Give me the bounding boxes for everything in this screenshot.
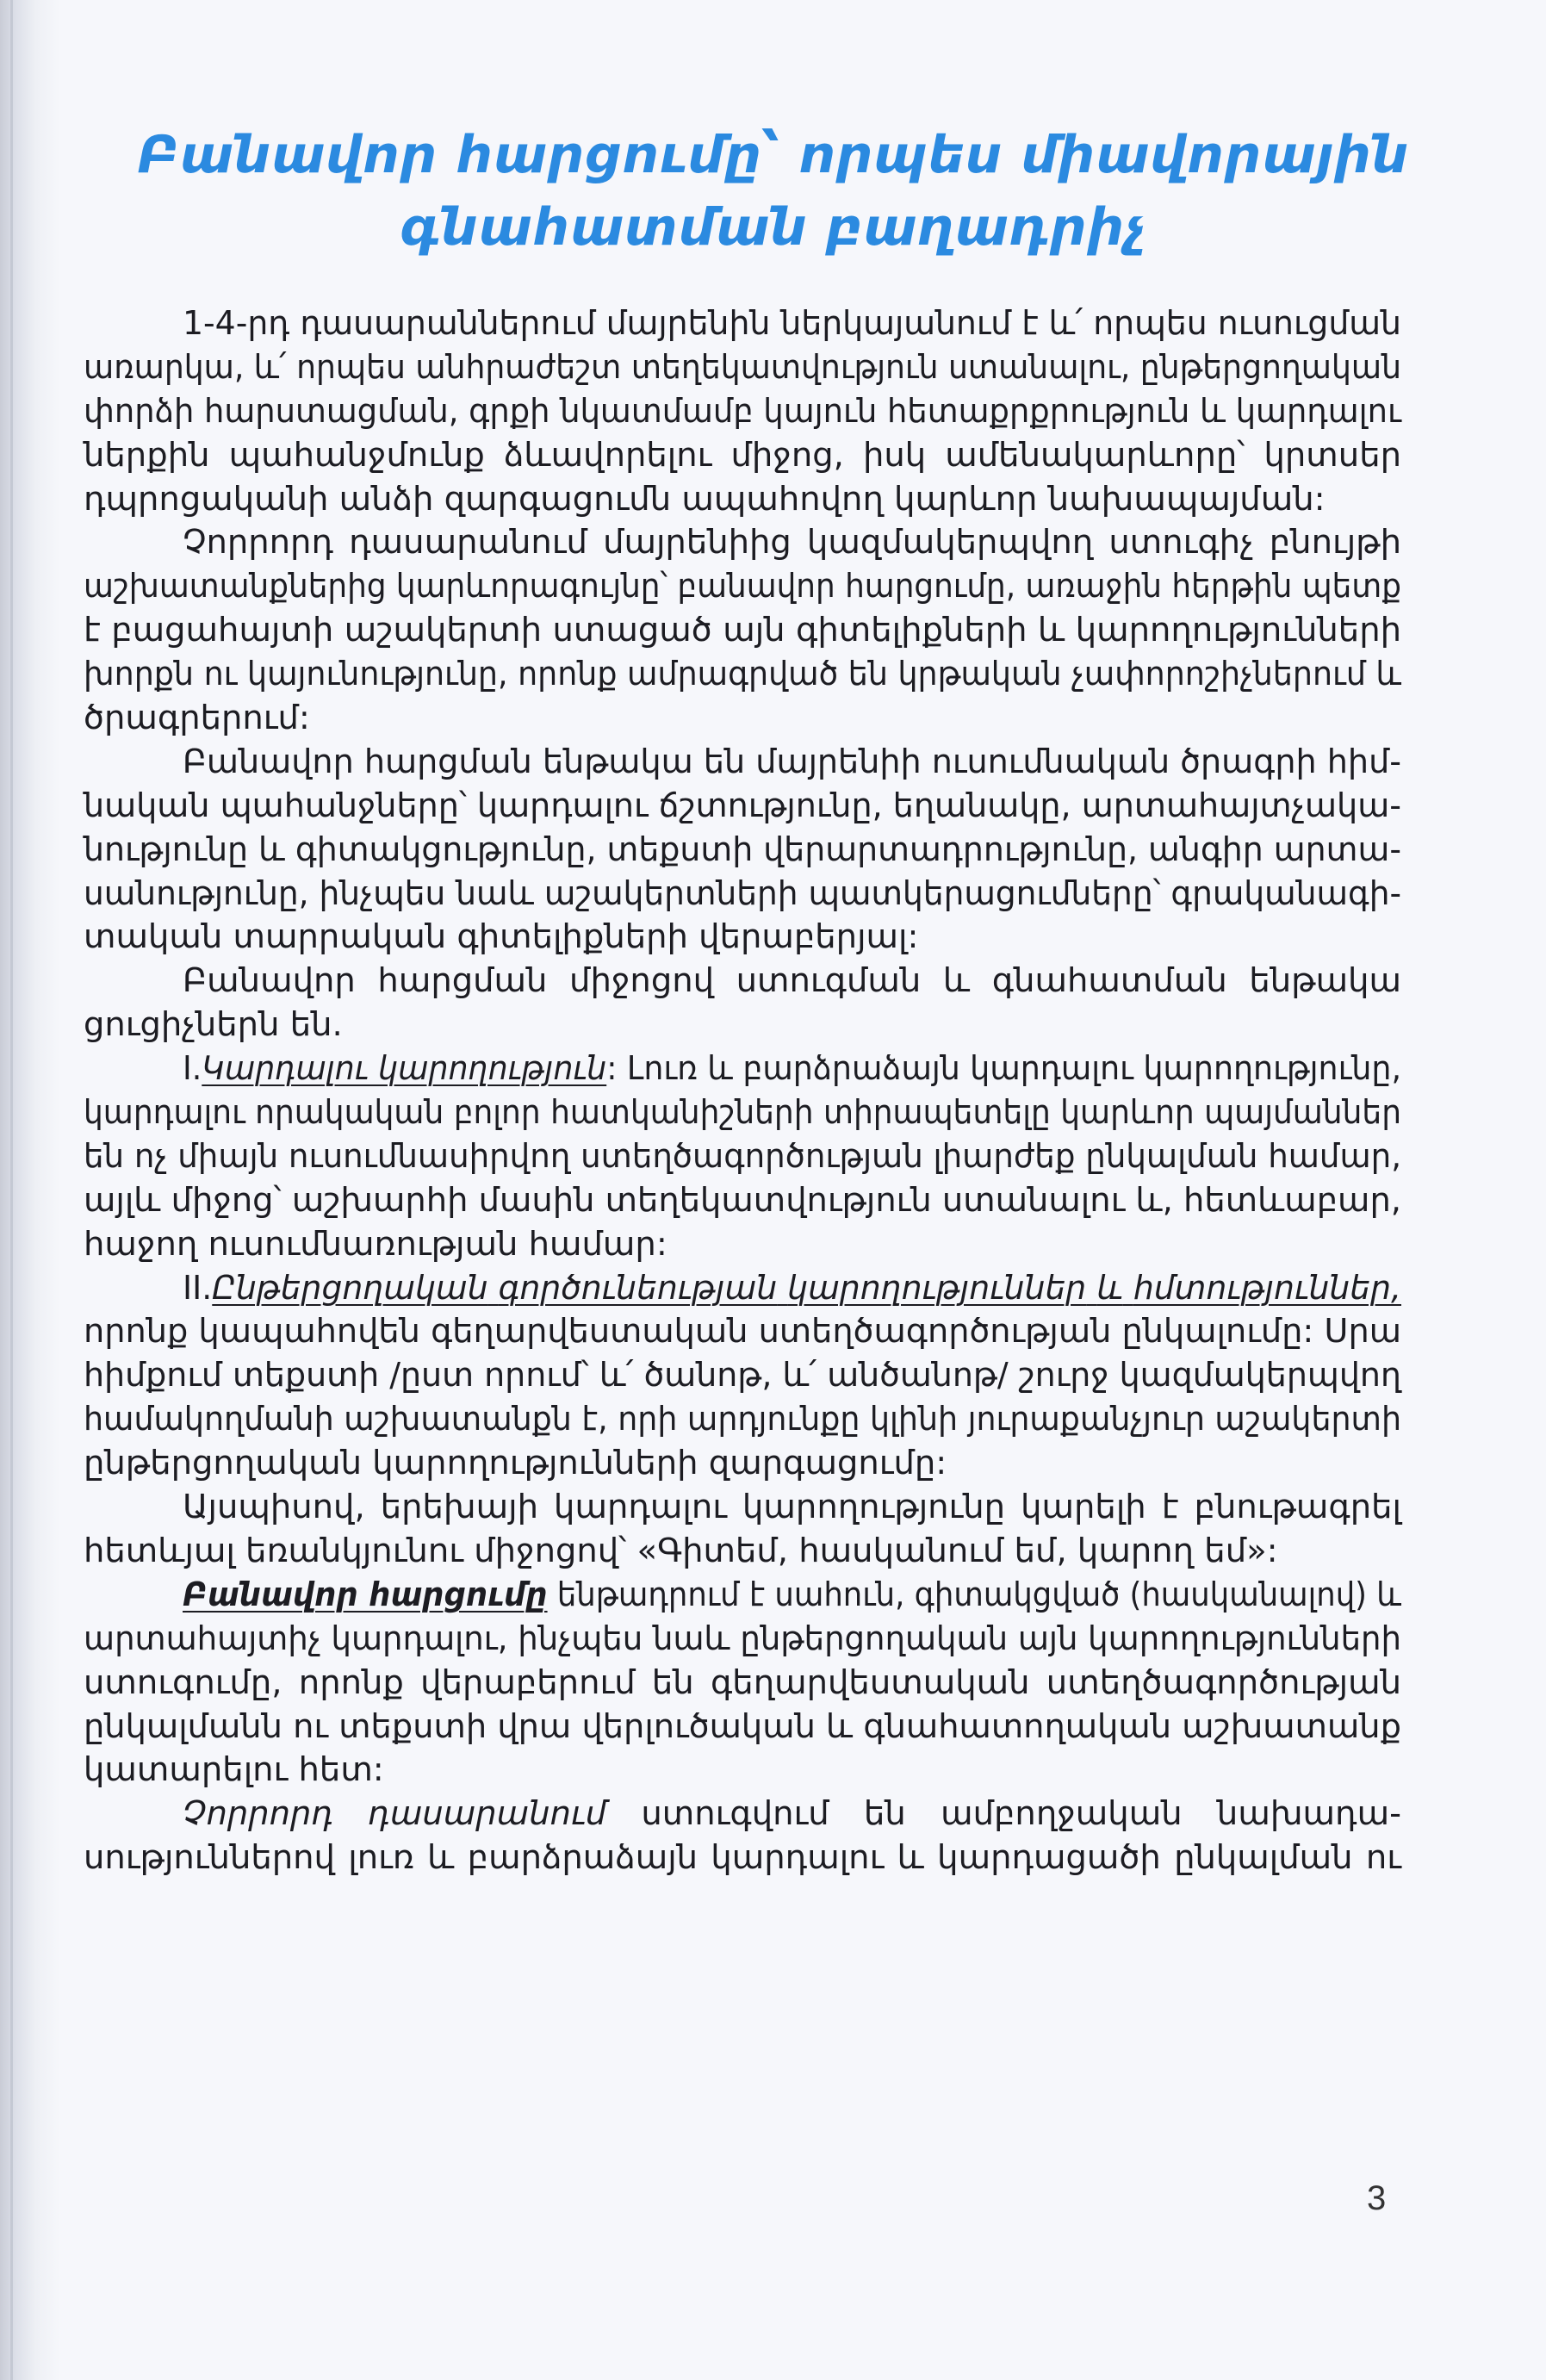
text-line: ընթերցողական կարողությունների զարգացումը:	[84, 1444, 947, 1483]
section-1-heading-punct: :	[606, 1049, 618, 1089]
text-line: արտահայտիչ կարդալու, ինչպես նաև ընթերցողական այն կարողությունների	[84, 1619, 1401, 1658]
heading-word: հմտություններ,	[1133, 1268, 1401, 1308]
title-line-1: Բանավոր հարցումը՝ որպես միավորային	[137, 125, 1409, 185]
page-number: 3	[1367, 2179, 1387, 2217]
final-word: ստուգվում	[641, 1794, 829, 1834]
text-line: ցուցիչներն են.	[84, 1005, 343, 1045]
heading-word: կարողություններ	[787, 1268, 1087, 1308]
final-italic-word: Չորրորդ	[183, 1794, 333, 1834]
heading-word: գործունեության	[498, 1268, 778, 1308]
heading-word: Ընթերցողական	[212, 1268, 488, 1308]
section-2-number: II.	[183, 1268, 213, 1308]
text-line: նական պահանջները՝ կարդալու ճշտությունը, եղանակը, արտահայտչակա-	[84, 786, 1401, 825]
section-1-first-line	[84, 1048, 1401, 1090]
final-word: նախադա-	[1216, 1794, 1401, 1834]
text-line: համակողմանի աշխատանքն է, որի արդյունքը կլինի յուրաքանչյուր աշակերտի	[84, 1400, 1401, 1439]
oral-text: ենթադրում է սահուն, գիտակցված (հասկանալով) և	[547, 1575, 1401, 1614]
text-line: ընկալմանն ու տեքստի վրա վերլուծական և գնահատողական աշխատանք	[84, 1706, 1401, 1746]
section-1-heading: Կարդալու կարողություն	[202, 1049, 607, 1089]
final-word: ամբողջական	[941, 1794, 1183, 1834]
final-italic-word: դասարանում	[368, 1794, 607, 1834]
text-line: հետևյալ եռանկյունու միջոցով՝ «Գիտեմ, հասկանում եմ, կարող եմ»:	[84, 1531, 1278, 1570]
text-line: աշխատանքներից կարևորագույնը՝ բանավոր հարցումը, առաջին հերթին պետք	[84, 567, 1401, 606]
text-line: ներքին պահանջմունք ձևավորելու միջոց, իսկ ամենակարևորը՝ կրտսեր	[84, 435, 1401, 475]
text-line: սանությունը, ինչպես նաև աշակերտների պատկերացումները՝ գրականագի-	[84, 873, 1401, 913]
text-line: հիմքում տեքստի /ըստ որում՝ և՛ ծանոթ, և՛ անծանոթ/ շուրջ կազմակերպվող	[84, 1356, 1401, 1395]
text-line: Բանավոր հարցման ենթակա են մայրենիի ուսումնական ծրագրի հիմ-	[183, 742, 1401, 781]
text-line: են ոչ միայն ուսումնասիրվող ստեղծագործության լիարժեք ընկալման համար,	[84, 1136, 1401, 1176]
text-line: հաջող ուսումնառության համար:	[84, 1224, 667, 1264]
text-line: է բացահայտի աշակերտի ստացած այն գիտելիքների և կարողությունների	[84, 611, 1401, 650]
text-line: ծրագրերում:	[84, 699, 310, 738]
text-line: ստուգումը, որոնք վերաբերում են գեղարվեստական ստեղծագործության	[84, 1662, 1401, 1702]
section-1-number: I.	[183, 1049, 202, 1089]
final-word: են	[863, 1794, 906, 1834]
text-line: կատարելու հետ:	[84, 1750, 384, 1790]
text-line: տական տարրական գիտելիքների վերաբերյալ:	[84, 917, 919, 957]
text-line: այլև միջոց՝ աշխարհի մասին տեղեկատվություն ստանալու և, հետևաբար,	[84, 1180, 1401, 1220]
section-2-heading-line	[84, 1268, 1401, 1309]
text-line: կարդալու որակական բոլոր հատկանիշների տիրապետելը կարևոր պայմաններ	[84, 1093, 1401, 1133]
text-line: Բանավոր հարցման միջոցով ստուգման և գնահատման ենթակա	[183, 961, 1401, 1001]
heading-word: և	[1096, 1268, 1123, 1308]
text-line: դպրոցականի անձի զարգացումն ապահովող կարևոր նախապայման:	[84, 479, 1326, 519]
page-edge	[10, 0, 13, 2380]
final-first-line	[84, 1793, 1401, 1835]
title-line-2: գնահատման բաղադրիչ	[400, 197, 1146, 258]
text-line: Այսպիսով, երեխայի կարդալու կարողությունը կարելի է բնութագրել	[183, 1488, 1401, 1527]
binding-shadow	[0, 0, 60, 2380]
body-text	[84, 303, 1401, 1881]
text-line: փորձի հարստացման, գրքի նկատմամբ կայուն հետաքրքրություն և կարդալու	[84, 391, 1401, 431]
text-line: որոնք կապահովեն գեղարվեստական ստեղծագործության ընկալումը: Սրա	[84, 1312, 1401, 1352]
text-line: Չորրորդ դասարանում մայրենիից կազմակերպվող ստուգիչ բնույթի	[183, 523, 1401, 562]
text-line: 1-4-րդ դասարաններում մայրենին ներկայանում է և՛ որպես ուսուցման	[183, 304, 1401, 343]
oral-bold-lead: Բանավոր հարցումը	[183, 1575, 548, 1614]
text-line: սություններով լուռ և բարձրաձայն կարդալու և կարդացածի ընկալման ու	[84, 1838, 1401, 1878]
text-line: նությունը և գիտակցությունը, տեքստի վերարտադրությունը, անգիր արտա-	[84, 830, 1401, 869]
page-title	[0, 119, 1546, 264]
text-line: առարկա, և՛ որպես անհրաժեշտ տեղեկատվություն ստանալու, ընթերցողական	[84, 347, 1401, 387]
section-1-text: Լուռ և բարձրաձայն կարդալու կարողությունը,	[617, 1049, 1401, 1089]
oral-first-line	[84, 1575, 1401, 1616]
text-line: խորքն ու կայունությունը, որոնք ամրագրված են կրթական չափորոշիչներում և	[84, 655, 1401, 694]
section-2-heading	[183, 1269, 1401, 1308]
